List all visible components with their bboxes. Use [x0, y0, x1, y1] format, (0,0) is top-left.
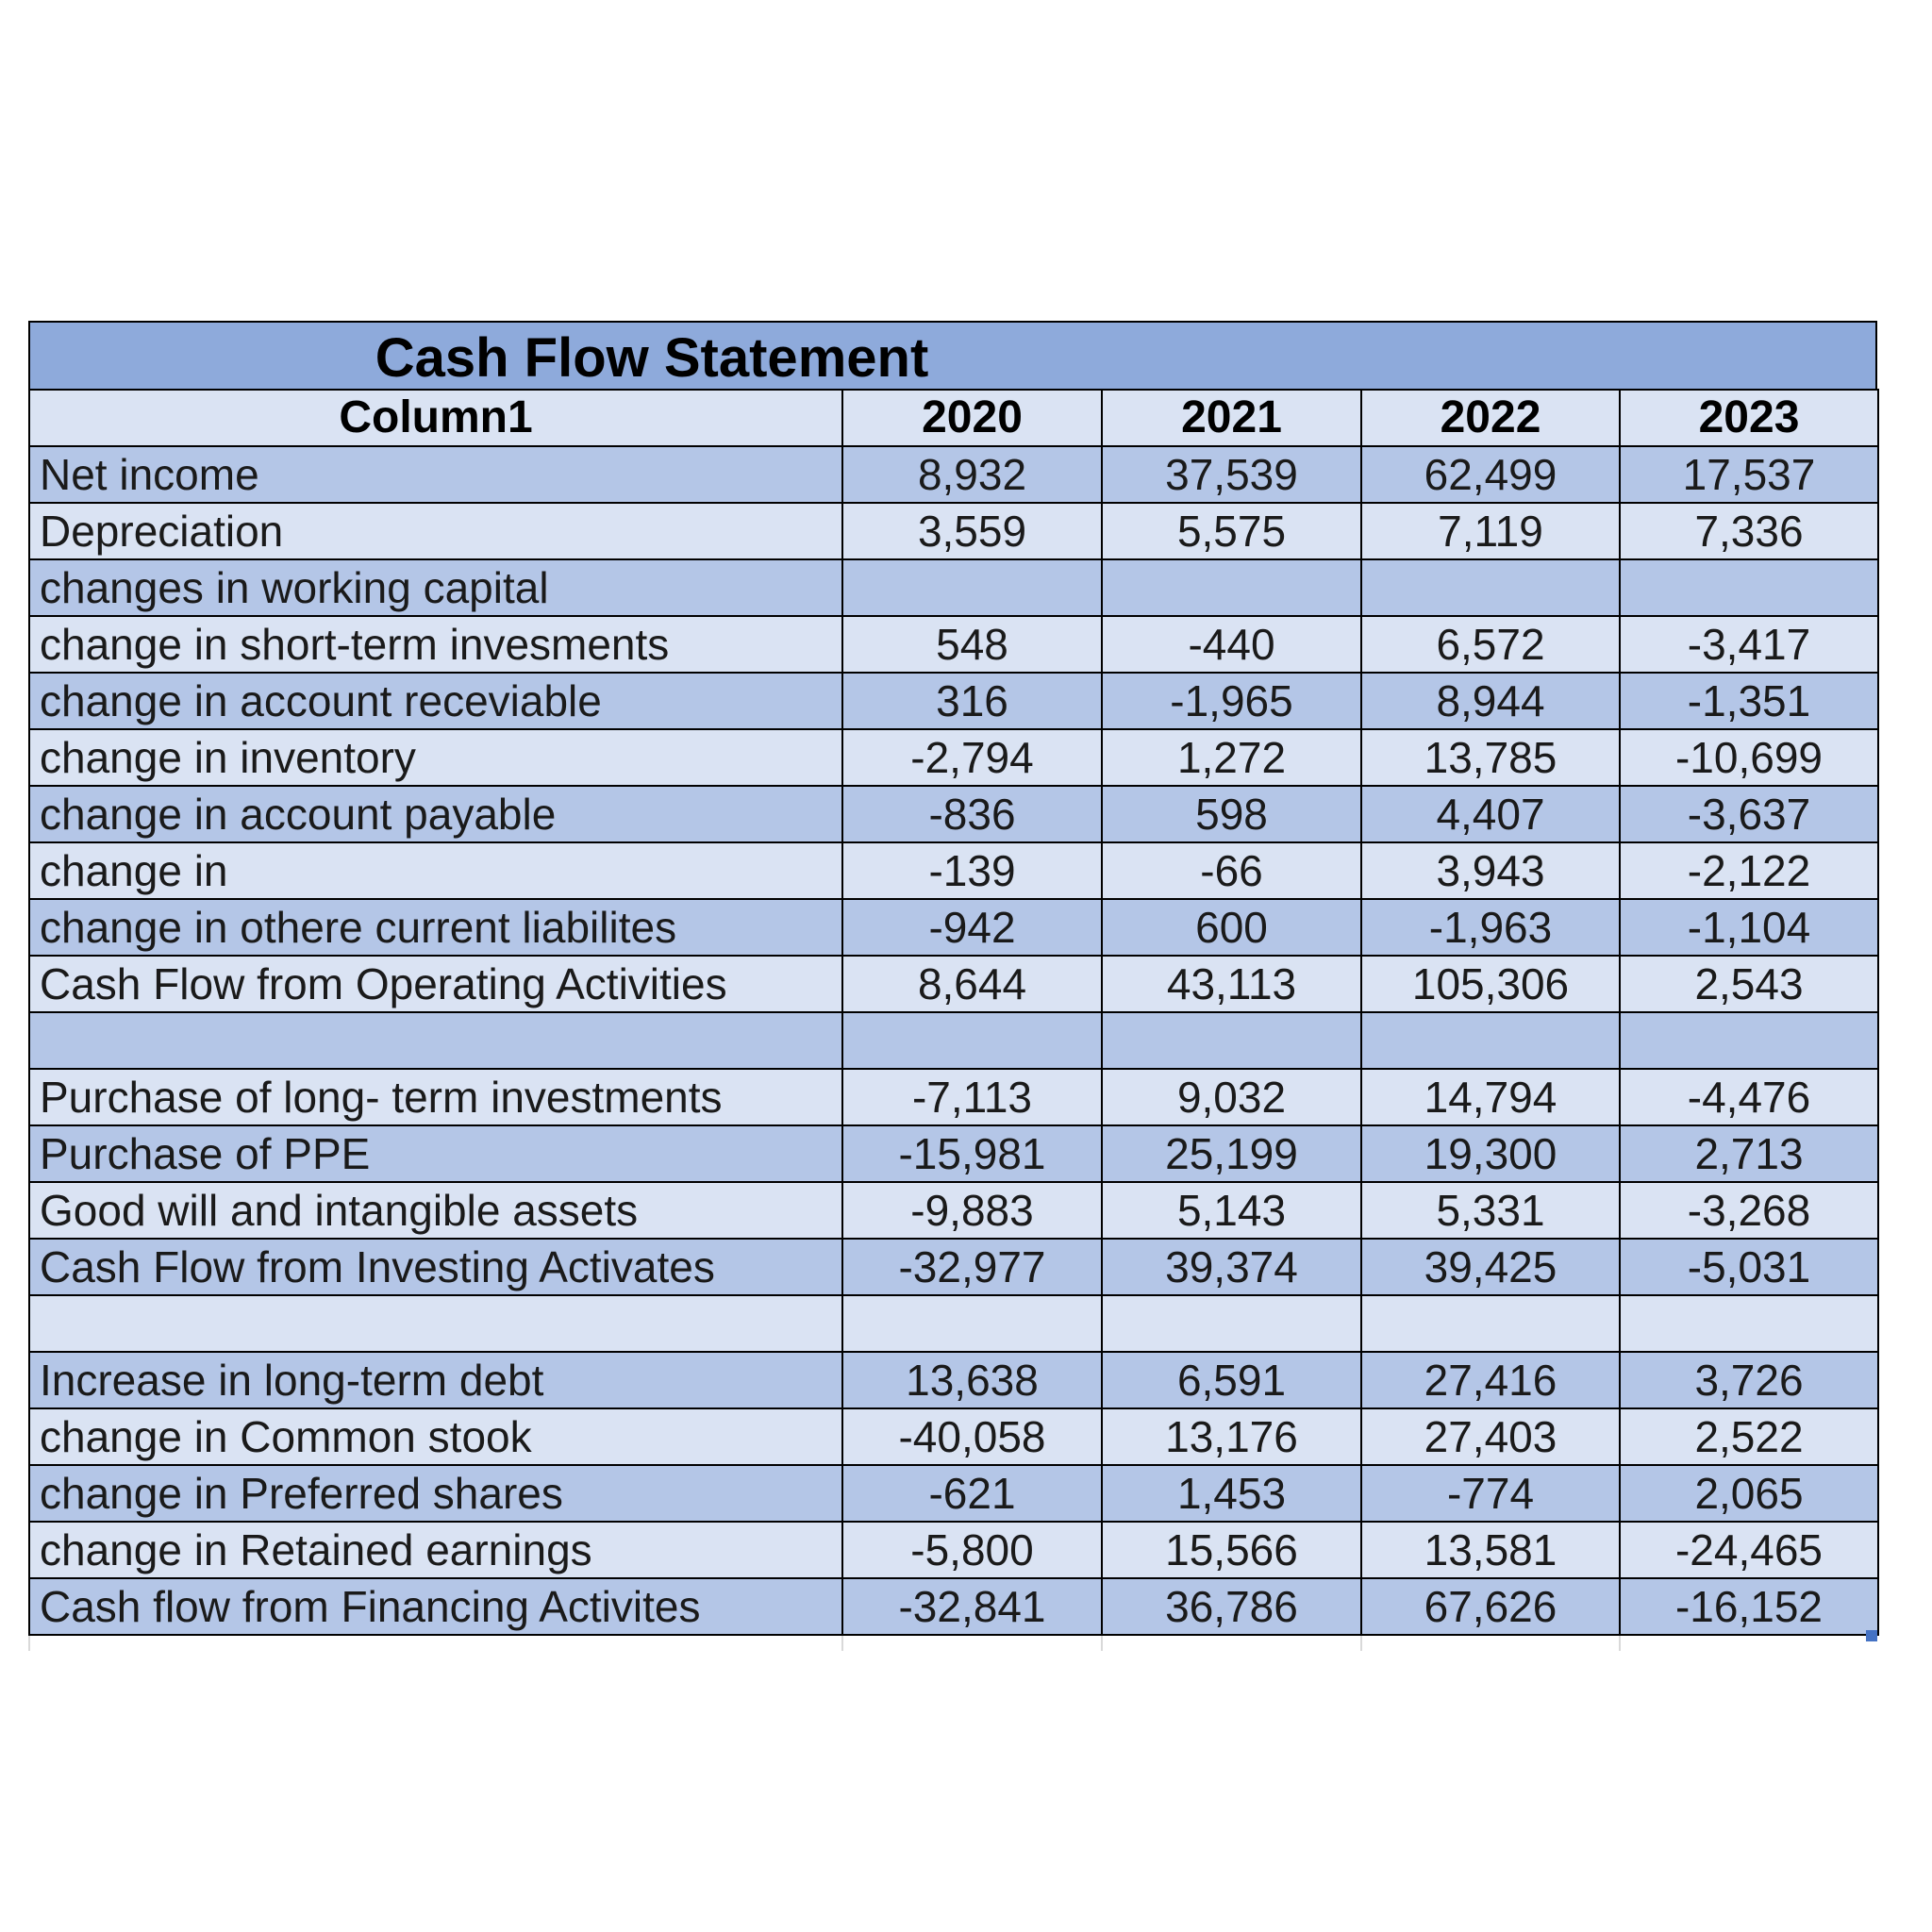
value-cell-2020[interactable]: 8,644: [842, 956, 1102, 1012]
row-label-cell[interactable]: change in Preferred shares: [29, 1465, 842, 1522]
table-row: [29, 899, 1878, 956]
value-cell-2021[interactable]: 13,176: [1102, 1408, 1361, 1465]
row-label-cell[interactable]: change in othere current liabilites: [29, 899, 842, 956]
value-cell-2022[interactable]: 39,425: [1361, 1239, 1620, 1295]
value-cell-2020[interactable]: 548: [842, 616, 1102, 673]
value-cell-2023[interactable]: -4,476: [1620, 1069, 1878, 1125]
table-row: [29, 1125, 1878, 1182]
row-label-cell[interactable]: change in Retained earnings: [29, 1522, 842, 1578]
header-cell-2020[interactable]: 2020: [842, 390, 1102, 446]
table-row: [29, 1522, 1878, 1578]
value-cell-2023[interactable]: -16,152: [1620, 1578, 1878, 1635]
value-cell-2023[interactable]: 2,543: [1620, 956, 1878, 1012]
value-cell-2020[interactable]: 316: [842, 673, 1102, 729]
value-cell-2021[interactable]: 600: [1102, 899, 1361, 956]
table-row: [29, 503, 1878, 559]
value-cell-2020[interactable]: [842, 559, 1102, 616]
value-cell-2021[interactable]: 5,143: [1102, 1182, 1361, 1239]
row-label-cell[interactable]: change in short-term invesments: [29, 616, 842, 673]
value-cell-2022[interactable]: 7,119: [1361, 503, 1620, 559]
value-cell-2023[interactable]: 2,522: [1620, 1408, 1878, 1465]
value-cell-2021[interactable]: 1,453: [1102, 1465, 1361, 1522]
table-row: [29, 1012, 1878, 1069]
value-cell-2023[interactable]: [1620, 559, 1878, 616]
value-cell-2023[interactable]: 3,726: [1620, 1352, 1878, 1408]
value-cell-2022[interactable]: 13,785: [1361, 729, 1620, 786]
value-cell-2022[interactable]: 67,626: [1361, 1578, 1620, 1635]
row-label-cell[interactable]: change in Common stook: [29, 1408, 842, 1465]
value-cell-2021[interactable]: 15,566: [1102, 1522, 1361, 1578]
value-cell-2020[interactable]: 3,559: [842, 503, 1102, 559]
value-cell-2022[interactable]: 3,943: [1361, 842, 1620, 899]
value-cell-2022[interactable]: [1361, 1295, 1620, 1352]
value-cell-2023[interactable]: -1,351: [1620, 673, 1878, 729]
value-cell-2021[interactable]: 9,032: [1102, 1069, 1361, 1125]
row-label-cell[interactable]: [29, 1295, 842, 1352]
row-label-cell[interactable]: Purchase of PPE: [29, 1125, 842, 1182]
value-cell-2021[interactable]: -1,965: [1102, 673, 1361, 729]
value-cell-2022[interactable]: 27,403: [1361, 1408, 1620, 1465]
row-label-cell[interactable]: change in: [29, 842, 842, 899]
value-cell-2022[interactable]: -1,963: [1361, 899, 1620, 956]
row-label-cell[interactable]: change in inventory: [29, 729, 842, 786]
value-cell-2021[interactable]: [1102, 559, 1361, 616]
table-row: [29, 1578, 1878, 1635]
table-row: [29, 956, 1878, 1012]
value-cell-2020[interactable]: -32,977: [842, 1239, 1102, 1295]
row-label-cell[interactable]: [29, 1012, 842, 1069]
value-cell-2022[interactable]: 27,416: [1361, 1352, 1620, 1408]
value-cell-2021[interactable]: [1102, 1295, 1361, 1352]
value-cell-2023[interactable]: 2,065: [1620, 1465, 1878, 1522]
table-row: [29, 729, 1878, 786]
value-cell-2022[interactable]: -774: [1361, 1465, 1620, 1522]
value-cell-2023[interactable]: -24,465: [1620, 1522, 1878, 1578]
table-row: [29, 1069, 1878, 1125]
value-cell-2021[interactable]: 36,786: [1102, 1578, 1361, 1635]
table-row: [29, 1352, 1878, 1408]
header-cell-2021[interactable]: 2021: [1102, 390, 1361, 446]
row-label-cell[interactable]: Increase in long-term debt: [29, 1352, 842, 1408]
value-cell-2021[interactable]: [1102, 1012, 1361, 1069]
table-row: [29, 1465, 1878, 1522]
header-cell-2022[interactable]: 2022: [1361, 390, 1620, 446]
row-label-cell[interactable]: Cash Flow from Operating Activities: [29, 956, 842, 1012]
value-cell-2021[interactable]: 598: [1102, 786, 1361, 842]
value-cell-2020[interactable]: -15,981: [842, 1125, 1102, 1182]
value-cell-2023[interactable]: -3,417: [1620, 616, 1878, 673]
value-cell-2020[interactable]: [842, 1012, 1102, 1069]
value-cell-2021[interactable]: 1,272: [1102, 729, 1361, 786]
value-cell-2020[interactable]: -5,800: [842, 1522, 1102, 1578]
value-cell-2020[interactable]: -9,883: [842, 1182, 1102, 1239]
table-row: [29, 616, 1878, 673]
value-cell-2023[interactable]: -10,699: [1620, 729, 1878, 786]
row-label-cell[interactable]: change in account payable: [29, 786, 842, 842]
row-label-cell[interactable]: Net income: [29, 446, 842, 503]
value-cell-2020[interactable]: -7,113: [842, 1069, 1102, 1125]
table-row: [29, 842, 1878, 899]
row-label-cell[interactable]: Depreciation: [29, 503, 842, 559]
table-row: [29, 1182, 1878, 1239]
title-band: [28, 321, 1877, 389]
table-row: [29, 559, 1878, 616]
value-cell-2022[interactable]: 14,794: [1361, 1069, 1620, 1125]
value-cell-2023[interactable]: [1620, 1295, 1878, 1352]
value-cell-2020[interactable]: -2,794: [842, 729, 1102, 786]
table-row: [29, 673, 1878, 729]
value-cell-2021[interactable]: 43,113: [1102, 956, 1361, 1012]
value-cell-2023[interactable]: [1620, 1012, 1878, 1069]
value-cell-2023[interactable]: 2,713: [1620, 1125, 1878, 1182]
value-cell-2021[interactable]: 39,374: [1102, 1239, 1361, 1295]
value-cell-2020[interactable]: -942: [842, 899, 1102, 956]
row-label-cell[interactable]: Cash Flow from Investing Activates: [29, 1239, 842, 1295]
cash-flow-table: [28, 389, 1879, 1636]
value-cell-2023[interactable]: -1,104: [1620, 899, 1878, 956]
value-cell-2022[interactable]: 62,499: [1361, 446, 1620, 503]
value-cell-2022[interactable]: 4,407: [1361, 786, 1620, 842]
row-label-cell[interactable]: change in account receviable: [29, 673, 842, 729]
value-cell-2022[interactable]: [1361, 1012, 1620, 1069]
column-gridlines: [28, 1636, 1877, 1651]
table-body: [29, 446, 1878, 1635]
value-cell-2022[interactable]: 5,331: [1361, 1182, 1620, 1239]
value-cell-2023[interactable]: -3,637: [1620, 786, 1878, 842]
table-row: [29, 1408, 1878, 1465]
value-cell-2021[interactable]: 5,575: [1102, 503, 1361, 559]
value-cell-2023[interactable]: 17,537: [1620, 446, 1878, 503]
value-cell-2020[interactable]: 8,932: [842, 446, 1102, 503]
value-cell-2023[interactable]: -5,031: [1620, 1239, 1878, 1295]
table-title: Cash Flow Statement: [375, 327, 929, 389]
value-cell-2020[interactable]: -836: [842, 786, 1102, 842]
value-cell-2021[interactable]: 6,591: [1102, 1352, 1361, 1408]
cash-flow-sheet: [28, 321, 1877, 1636]
value-cell-2020[interactable]: [842, 1295, 1102, 1352]
value-cell-2020[interactable]: 13,638: [842, 1352, 1102, 1408]
value-cell-2023[interactable]: -3,268: [1620, 1182, 1878, 1239]
value-cell-2020[interactable]: -32,841: [842, 1578, 1102, 1635]
table-row: [29, 446, 1878, 503]
value-cell-2021[interactable]: 37,539: [1102, 446, 1361, 503]
value-cell-2023[interactable]: -2,122: [1620, 842, 1878, 899]
value-cell-2020[interactable]: -139: [842, 842, 1102, 899]
table-row: [29, 1295, 1878, 1352]
table-row: [29, 786, 1878, 842]
row-label-cell[interactable]: changes in working capital: [29, 559, 842, 616]
row-label-cell[interactable]: Cash flow from Financing Activites: [29, 1578, 842, 1635]
value-cell-2020[interactable]: -621: [842, 1465, 1102, 1522]
value-cell-2021[interactable]: -66: [1102, 842, 1361, 899]
value-cell-2022[interactable]: 6,572: [1361, 616, 1620, 673]
header-cell-2023[interactable]: 2023: [1620, 390, 1878, 446]
value-cell-2021[interactable]: -440: [1102, 616, 1361, 673]
value-cell-2022[interactable]: [1361, 559, 1620, 616]
row-label-cell[interactable]: Purchase of long- term investments: [29, 1069, 842, 1125]
value-cell-2022[interactable]: 13,581: [1361, 1522, 1620, 1578]
header-row: [29, 390, 1878, 446]
value-cell-2022[interactable]: 8,944: [1361, 673, 1620, 729]
value-cell-2021[interactable]: 25,199: [1102, 1125, 1361, 1182]
value-cell-2022[interactable]: 105,306: [1361, 956, 1620, 1012]
value-cell-2020[interactable]: -40,058: [842, 1408, 1102, 1465]
row-label-cell[interactable]: Good will and intangible assets: [29, 1182, 842, 1239]
header-cell-column1[interactable]: Column1: [29, 390, 842, 446]
value-cell-2022[interactable]: 19,300: [1361, 1125, 1620, 1182]
value-cell-2023[interactable]: 7,336: [1620, 503, 1878, 559]
table-row: [29, 1239, 1878, 1295]
